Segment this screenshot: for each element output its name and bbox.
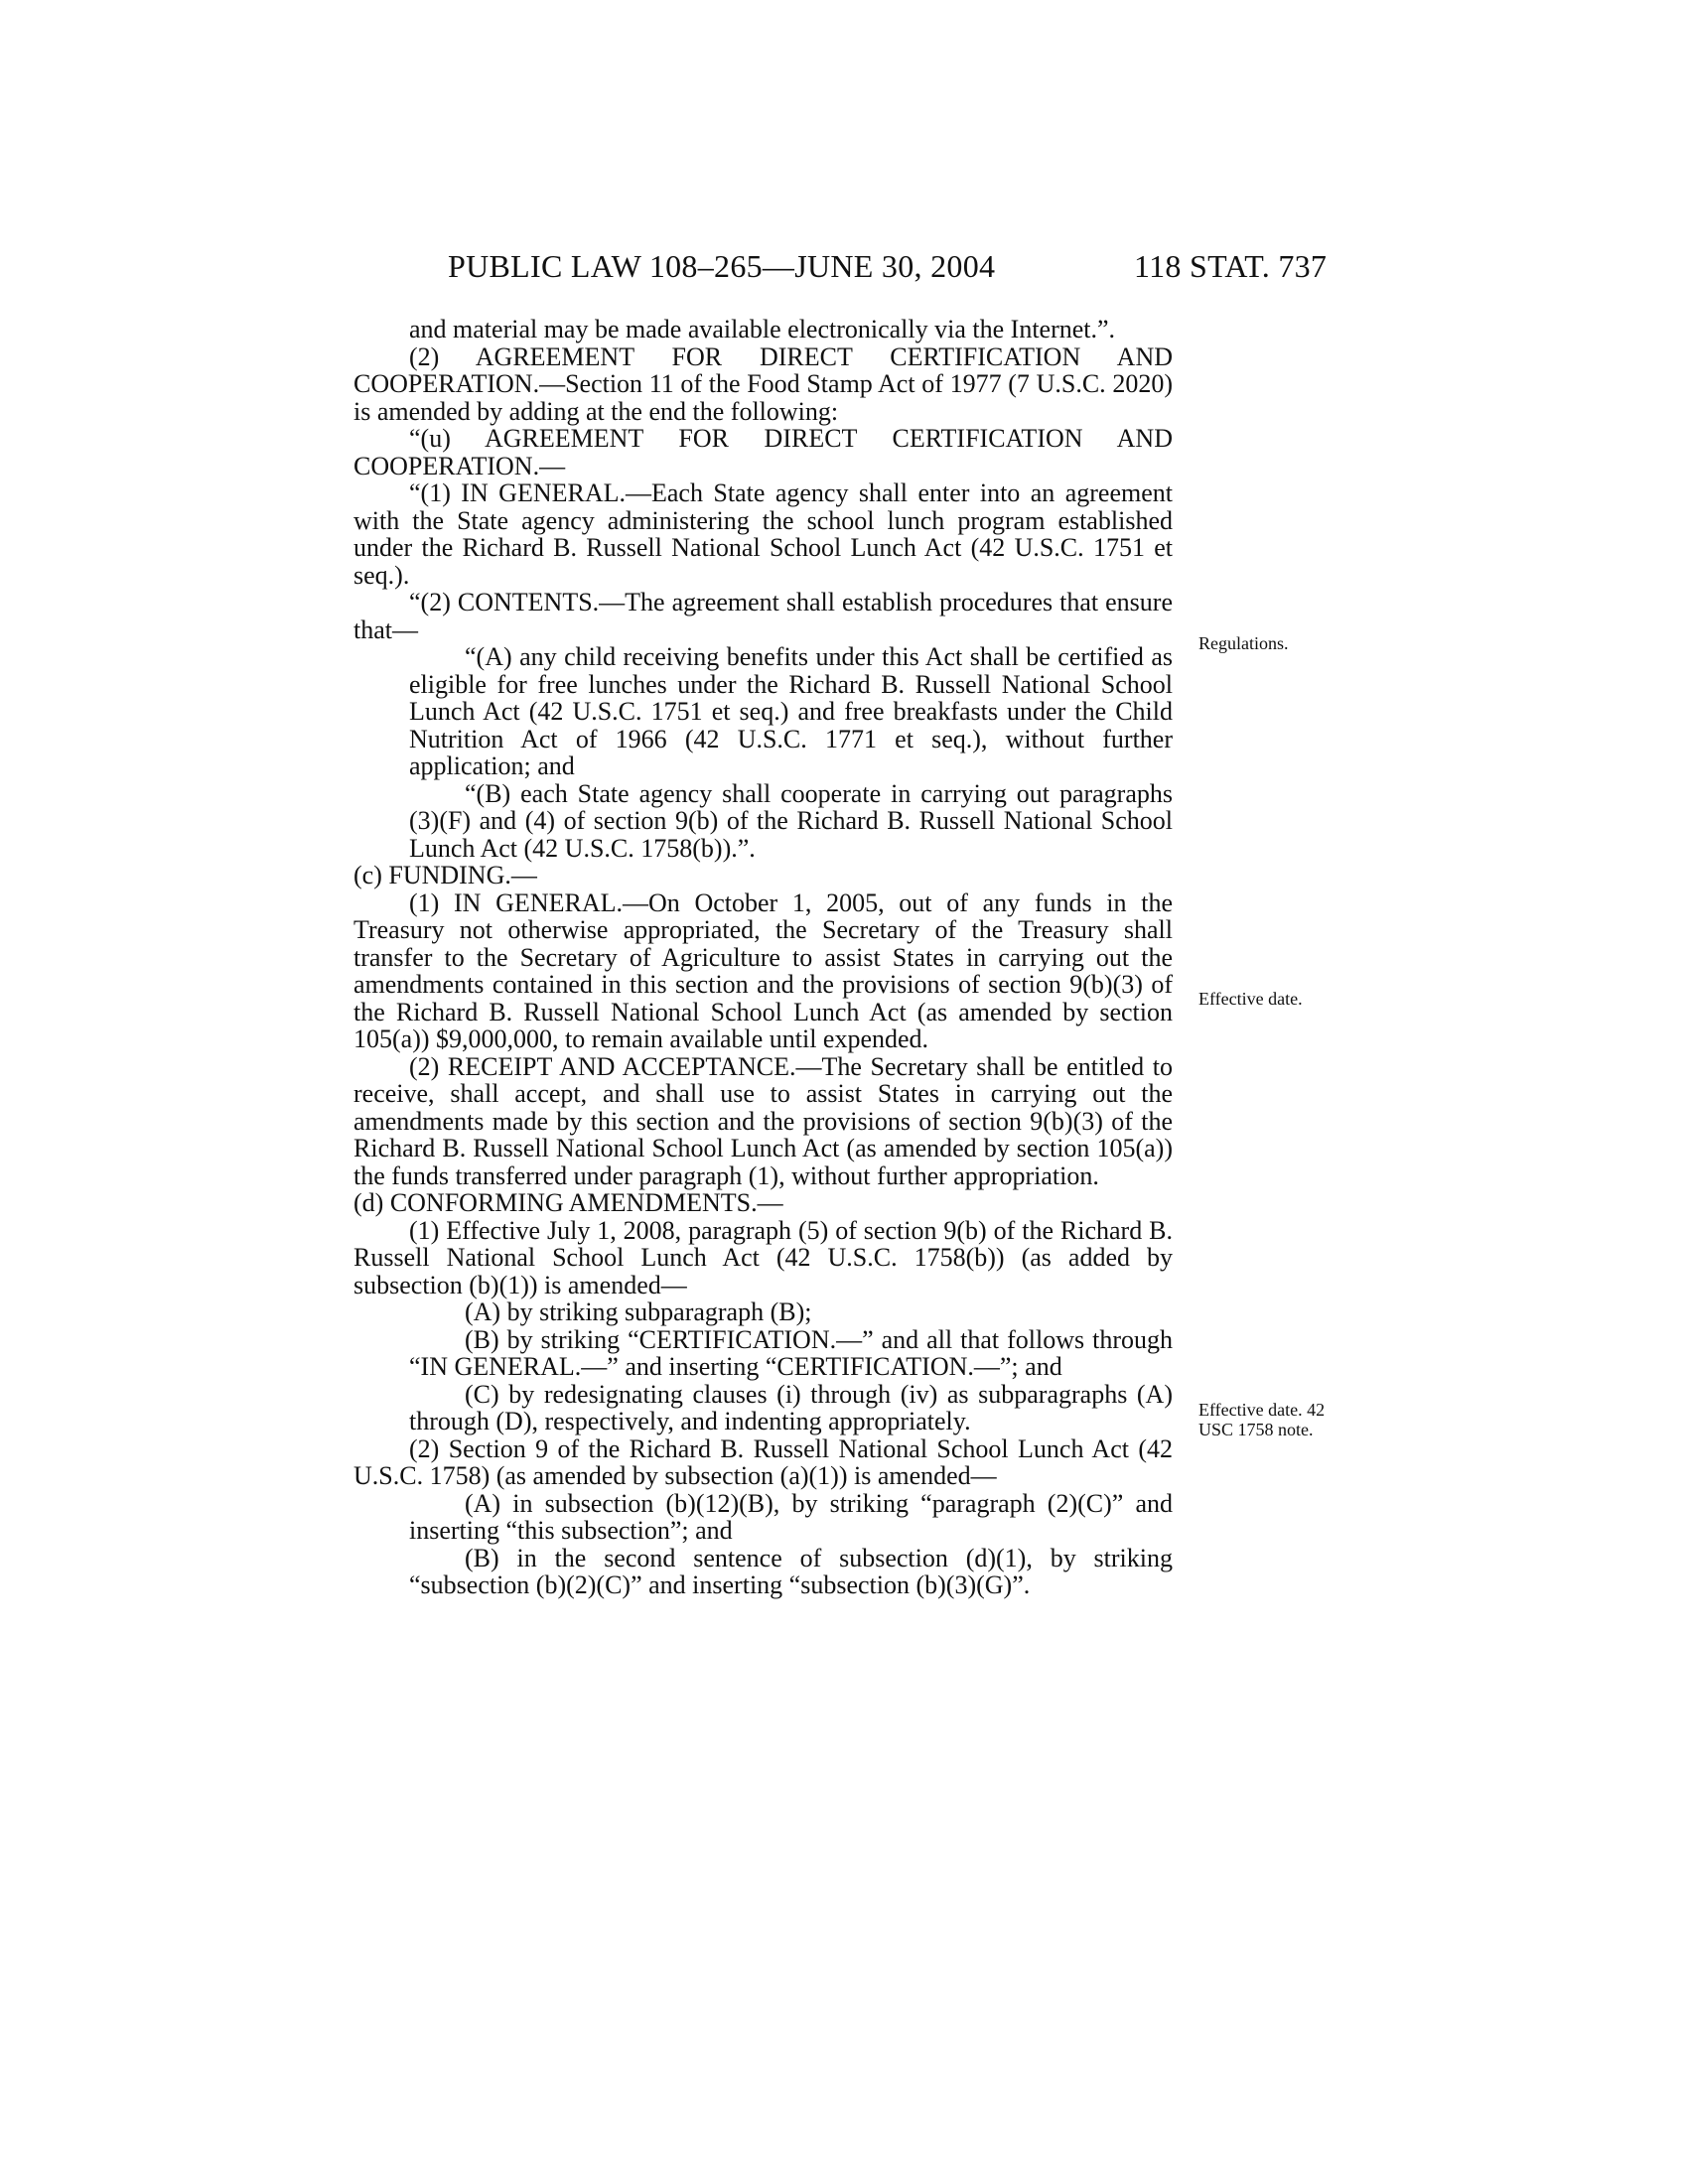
paragraph: (2) Section 9 of the Richard B. Russell National School Lunch Act (42 U.S.C. 1758) (as amended by subsection (a)(1)) is amended— [353,1433,1173,1490]
paragraph: “(1) IN GENERAL.—Each State agency shall enter into an agreement with the State agency administering the school lunch program established under the Richard B. Russell National School Lunch Act (42 U.S.C. 1751 et seq.). [353,478,1173,590]
paragraph: (B) in the second sentence of subsection (d)(1), by striking “subsection (b)(2)(C)” and inserting “subsection (b)(3)(G)”. [409,1543,1173,1599]
paragraph: (A) by striking subparagraph (B); [465,1297,812,1326]
paragraph: “(2) CONTENTS.—The agreement shall establish procedures that ensure that— [353,588,1173,644]
paragraph: (2) AGREEMENT FOR DIRECT CERTIFICATION AND COOPERATION.—Section 11 of the Food Stamp Act of 1977 (7 U.S.C. 2020) is amended by adding at the end the following: [353,341,1173,426]
section-heading: (d) CONFORMING AMENDMENTS.— [353,1188,783,1217]
page-header [0,248,1688,288]
margin-note-regulations: Regulations. [1198,633,1289,653]
paragraph: “(u) AGREEMENT FOR DIRECT CERTIFICATION AND COOPERATION.— [353,424,1173,480]
paragraph: (1) Effective July 1, 2008, paragraph (5) of section 9(b) of the Richard B. Russell National School Lunch Act (42 U.S.C. 1758(b)) (as added by subsection (b)(1)) is amended— [353,1215,1173,1299]
paragraph: (C) by redesignating clauses (i) through (iv) as subparagraphs (A) through (D), respectively, and indenting appropriately. [409,1379,1173,1435]
paragraph: and material may be made available electronically via the Internet.”. [409,315,1116,343]
margin-note-effective-date: Effective date. [1198,989,1303,1009]
paragraph: “(B) each State agency shall cooperate in carrying out paragraphs (3)(F) and (4) of section 9(b) of the Richard B. Russell National School Lunch Act (42 U.S.C. 1758(b)).”. [409,778,1173,863]
paragraph: (2) RECEIPT AND ACCEPTANCE.—The Secretary shall be entitled to receive, shall accept, and shall use to assist States in carrying out the amendments made by this section and the provisions of section 9(b)(3) of the Richard B. Russell National School Lunch Act (as amended by section 105(a)) the funds transferred under paragraph (1), without further appropriation. [353,1051,1173,1190]
paragraph: (A) in subsection (b)(12)(B), by striking “paragraph (2)(C)” and inserting “this subsection”; and [409,1488,1173,1545]
paragraph: “(A) any child receiving benefits under this Act shall be certified as eligible for free lunches under the Richard B. Russell National School Lunch Act (42 U.S.C. 1751 et seq.) and free breakfasts under the Child Nutrition Act of 1966 (42 U.S.C. 1771 et seq.), without further application; and [409,642,1173,780]
section-heading: (c) FUNDING.— [353,861,537,889]
running-head-title: PUBLIC LAW 108–265—JUNE 30, 2004 [448,248,996,284]
paragraph: (B) by striking “CERTIFICATION.—” and all that follows through “IN GENERAL.—” and inserting “CERTIFICATION.—”; and [409,1324,1173,1381]
margin-note-effective-date-usc: Effective date. 42 USC 1758 note. [1198,1400,1326,1439]
running-head-page-number: 118 STAT. 737 [1134,248,1328,284]
body-text-column [353,316,1173,1599]
paragraph: (1) IN GENERAL.—On October 1, 2005, out of any funds in the Treasury not otherwise appropriated, the Secretary of the Treasury shall transfer to the Secretary of Agriculture to assist States in carrying out the amendments contained in this section and the provisions of section 9(b)(3) of the Richard B. Russell National School Lunch Act (as amended by section 105(a)) $9,000,000, to remain available until expended. [353,887,1173,1053]
